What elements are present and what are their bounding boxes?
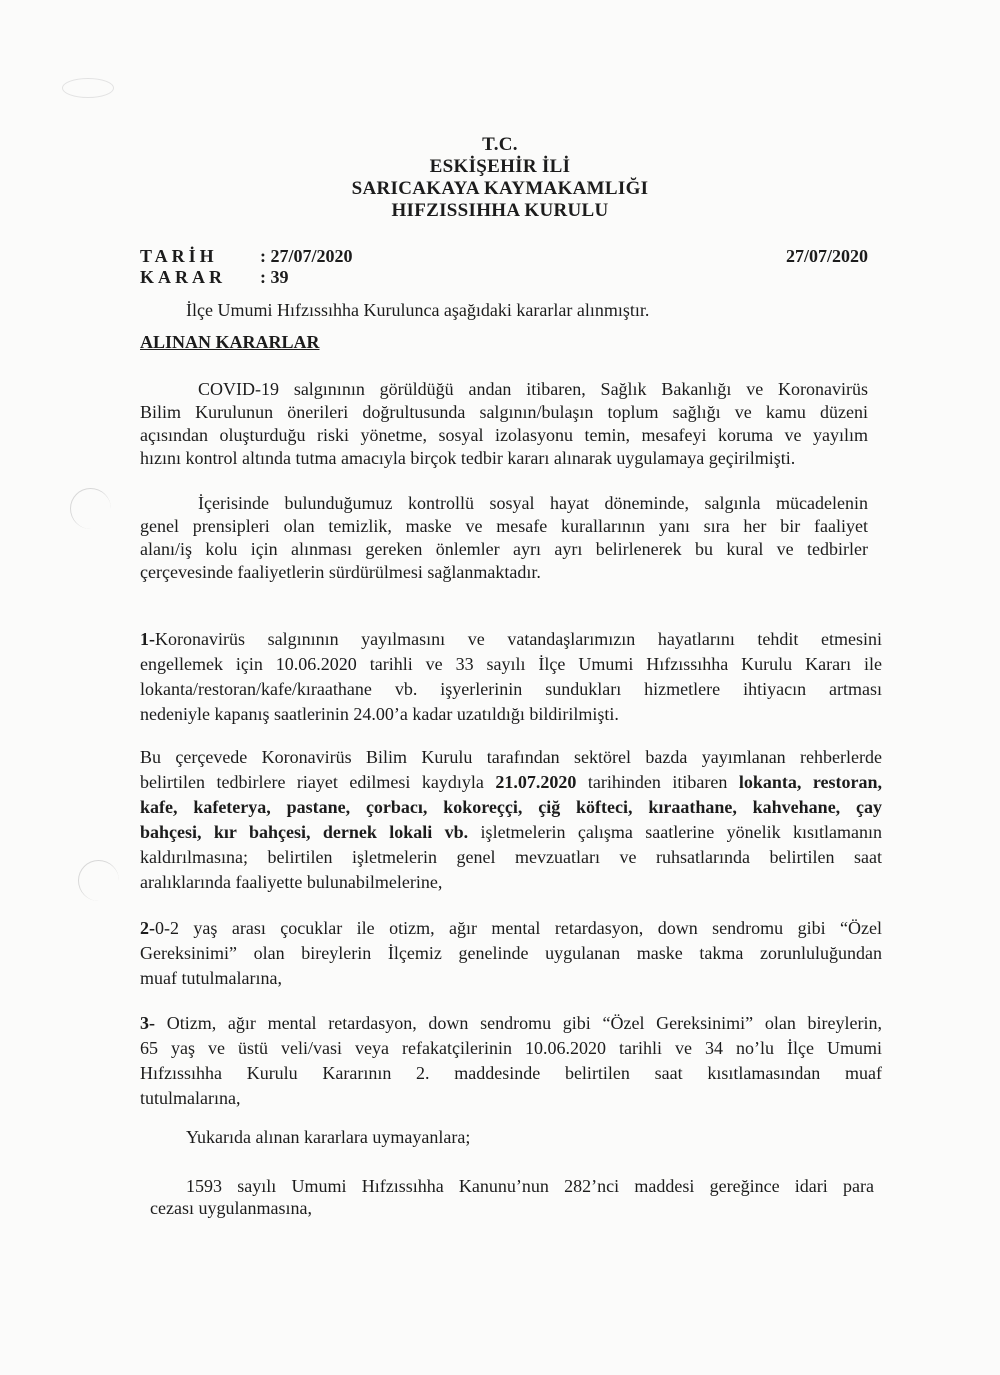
right-date: 27/07/2020 — [785, 246, 868, 266]
bold-text: bahçesi, kır bahçesi, dernek lokali vb. — [140, 822, 469, 842]
date-label: TARİH — [140, 246, 218, 266]
paragraph-line: Gereksinimi” olan bireylerin İlçemiz genelinde uygulanan maske takma zorunluluğundan — [140, 943, 882, 963]
section-title: ALINAN KARARLAR — [140, 332, 320, 352]
item-number: 1- — [140, 629, 155, 649]
item-text: 0-2 yaş arası çocuklar ile otizm, ağır mental retardasyon, down sendromu gibi “Özel — [155, 918, 882, 938]
header-line-3: SARICAKAYA KAYMAKAMLIĞI — [351, 178, 649, 199]
decision-label: KARAR — [140, 267, 226, 287]
paragraph-line: engellemek için 10.06.2020 tarihli ve 33 sayılı İlçe Umumi Hıfzıssıhha Kurulu Kararı ile — [140, 654, 882, 674]
item-text: Otizm, ağır mental retardasyon, down sendromu gibi “Özel Gereksinimi” olan bireylerin, — [155, 1013, 882, 1033]
paragraph-line: açısından oluşturduğu riski yönetme, sosyal izolasyonu temin, mesafeyi koruma ve yayılım — [140, 425, 868, 445]
paragraph-2 — [140, 492, 868, 584]
decision-item-2 — [140, 916, 882, 991]
paragraph-line — [140, 627, 882, 652]
paragraph-line — [140, 820, 882, 845]
paragraph-line — [140, 770, 882, 795]
decision-row — [140, 267, 289, 288]
paragraph-1 — [140, 378, 868, 470]
paragraph-line — [140, 795, 882, 820]
paragraph-line: Bilim Kurulunun önerileri doğrultusunda salgının/bulaşın toplum sağlığı ve kamu düzeni — [140, 402, 868, 422]
paragraph-line: kaldırılmasına; belirtilen işletmelerin genel mevzuatları ve ruhsatlarında belirtilen saat — [140, 847, 882, 867]
bold-text: kafe, kafeterya, pastane, çorbacı, kokoreççi, çiğ köfteci, kıraathane, kahvehane, çay — [140, 797, 882, 817]
paragraph-line: hızını kontrol altında tutma amacıyla birçok tedbir kararı alınarak uygulamaya geçirilmişti. — [140, 448, 796, 468]
decision-value: : 39 — [260, 267, 289, 287]
scan-mark — [78, 860, 119, 901]
text-run: tarihinden itibaren — [576, 772, 739, 792]
paragraph-line — [140, 916, 882, 941]
paragraph-line — [140, 1011, 882, 1036]
scan-mark — [70, 488, 111, 529]
date-row — [140, 246, 353, 267]
paragraph-line: Hıfzıssıhha Kurulu Kararının 2. maddesinde belirtilen saat kısıtlamasından muaf — [140, 1063, 882, 1083]
paragraph-line: muaf tutulmalarına, — [140, 968, 282, 988]
header-line-2: ESKİŞEHİR İLİ — [429, 156, 571, 177]
item-number: 2- — [140, 918, 155, 938]
paragraph-line: 1593 sayılı Umumi Hıfzıssıhha Kanunu’nun 282’nci maddesi gereğince idari para — [186, 1176, 874, 1196]
decision-item-1 — [140, 627, 882, 727]
bold-date: 21.07.2020 — [495, 772, 577, 792]
paragraph-line: aralıklarında faaliyette bulunabilmelerine, — [140, 872, 443, 892]
header-line-1: T.C. — [482, 134, 518, 155]
text-run: belirtilen tedbirlere riayet edilmesi kaydıyla — [140, 772, 496, 792]
header-line-4: HIFZISSIHHA KURULU — [391, 200, 609, 221]
intro-text: İlçe Umumi Hıfzıssıhha Kurulunca aşağıdaki kararlar alınmıştır. — [186, 300, 650, 320]
paragraph-line: tutulmalarına, — [140, 1088, 241, 1108]
paragraph-line: alanı/iş kolu için alınması gereken önlemler ayrı ayrı belirlenerek bu kural ve tedbirler — [140, 539, 868, 559]
item-number: 3- — [140, 1013, 155, 1033]
paragraph-3 — [140, 745, 882, 895]
item-text: Koronavirüs salgınının yayılmasını ve vatandaşlarımızın hayatlarını tehdit etmesini — [155, 629, 882, 649]
paragraph-line: Bu çerçevede Koronavirüs Bilim Kurulu tarafından sektörel bazda yayımlanan rehberlerde — [140, 747, 882, 767]
scan-mark — [62, 78, 114, 98]
date-value: : 27/07/2020 — [260, 246, 353, 266]
paragraph-line: lokanta/restoran/kafe/kıraathane vb. işyerlerinin sundukları hizmetlere ihtiyacın artması — [140, 679, 882, 699]
closing-paragraph — [150, 1175, 874, 1219]
paragraph-line: 65 yaş ve üstü veli/vasi veya refakatçilerinin 10.06.2020 tarihli ve 34 no’lu İlçe Umumi — [140, 1038, 882, 1058]
paragraph-line: cezası uygulanmasına, — [150, 1198, 312, 1218]
paragraph-line: İçerisinde bulunduğumuz kontrollü sosyal hayat döneminde, salgınla mücadelenin — [198, 493, 868, 513]
paragraph-line: COVID-19 salgınının görüldüğü andan itibaren, Sağlık Bakanlığı ve Koronavirüs — [198, 379, 868, 399]
paragraph-line: genel prensipleri olan temizlik, maske ve mesafe kurallarının yanı sıra her bir faaliyet — [140, 516, 868, 536]
text-run: işletmelerin çalışma saatlerine yönelik kısıtlamanın — [468, 822, 883, 842]
bold-text: lokanta, restoran, — [738, 772, 882, 792]
closing-line-1: Yukarıda alınan kararlara uymayanlara; — [186, 1127, 471, 1147]
paragraph-line: çerçevesinde faaliyetlerin sürdürülmesi sağlanmaktadır. — [140, 562, 541, 582]
paragraph-line: nedeniyle kapanış saatlerinin 24.00’a kadar uzatıldığı bildirilmişti. — [140, 704, 619, 724]
decision-item-3 — [140, 1011, 882, 1111]
